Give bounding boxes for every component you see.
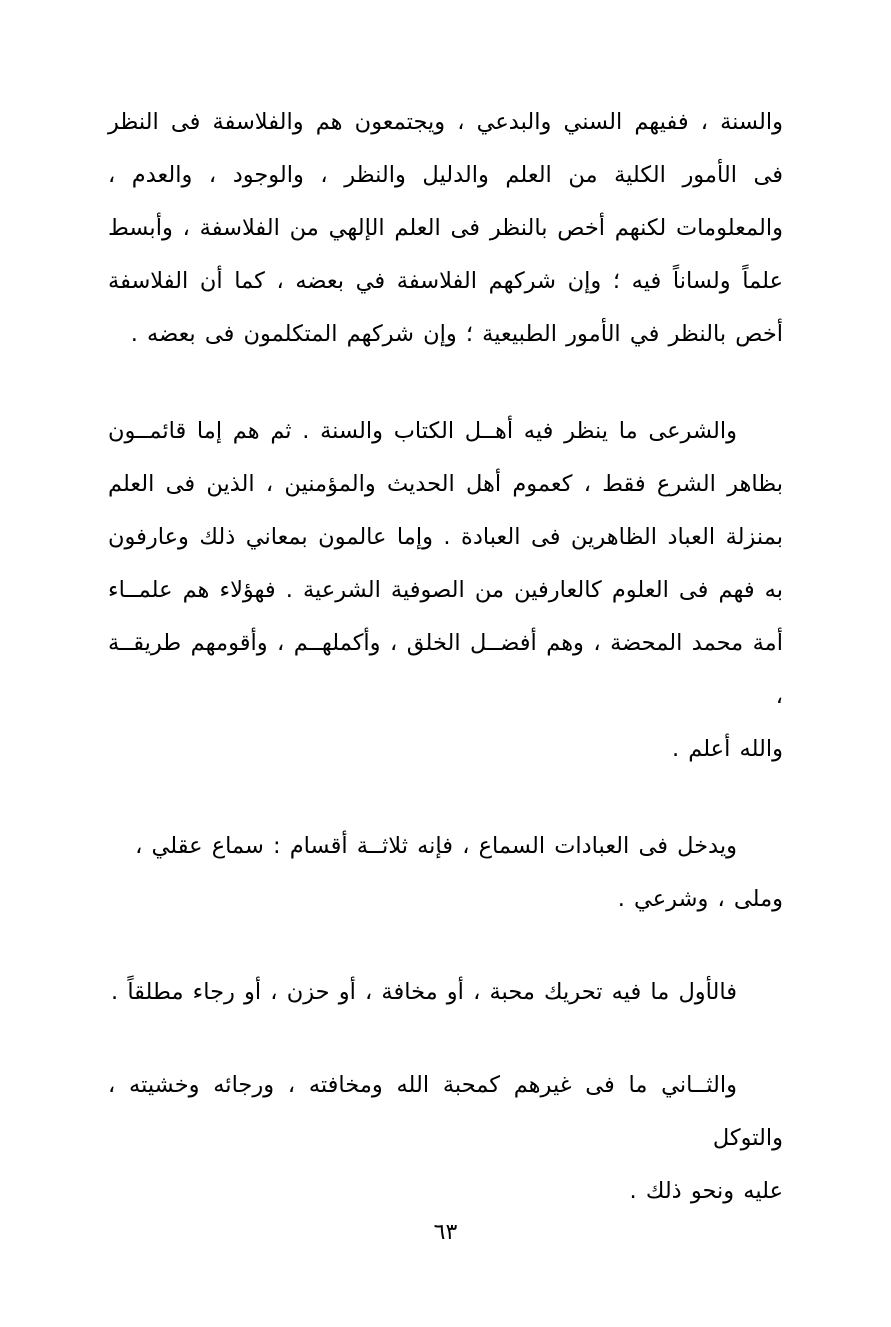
paragraph-1 [108, 96, 783, 361]
page-body [108, 96, 783, 1218]
paragraph-4-text: فالأول ما فيه تحريك محبة ، أو مخافة ، أو حزن ، أو رجاء مطلقاً . [111, 979, 737, 1005]
paragraph-3-tail: وملى ، وشرعي . [617, 886, 783, 912]
paragraph-2-text: والشرعى ما ينظر فيه أهــل الكتاب والسنة . ثم هم إما قائمــون بظاهر الشرع فقط ، كعموم أهل الحديث والمؤمنين ، الذين فى العلم بمنزلة العباد الظاهرين فى العبادة . وإما عالمون بمعاني ذلك وعارفون به فهم فى العلوم كالعارفين من الصوفية الشرعية . فهؤلاء هم علمــاء أمة محمد المحضة ، وهم أفضــل الخلق ، وأكملهــم ، وأقومهم طريقــة ، [108, 418, 783, 709]
page-number: ٦٣ [433, 1220, 458, 1245]
paragraph-5 [108, 1059, 783, 1218]
paragraph-3 [108, 820, 783, 926]
paragraph-3-text: ويدخل فى العبادات السماع ، فإنه ثلاثــة أقسام : سماع عقلي ، [135, 833, 737, 859]
paragraph-2 [108, 405, 783, 776]
paragraph-5-text: والثــاني ما فى غيرهم كمحبة الله ومخافته ، ورجائه وخشيته ، والتوكل [108, 1072, 783, 1151]
paragraph-4 [108, 966, 783, 1019]
paragraph-5-tail: عليه ونحو ذلك . [629, 1178, 783, 1204]
paragraph-1-text: والسنة ، ففيهم السني والبدعي ، ويجتمعون هم والفلاسفة فى النظر فى الأمور الكلية من العلم والدليل والنظر ، والوجود ، والعدم ، والمعلومات لكنهم أخص بالنظر فى العلم الإلهي من الفلاسفة ، وأبسط علماً ولساناً فيه ؛ وإن شركهم الفلاسفة في بعضه ، كما أن الفلاسفة أخص بالنظر في الأمور الطبيعية ؛ وإن شركهم المتكلمون فى بعضه . [108, 109, 783, 347]
paragraph-2-tail: والله أعلم . [671, 736, 783, 762]
